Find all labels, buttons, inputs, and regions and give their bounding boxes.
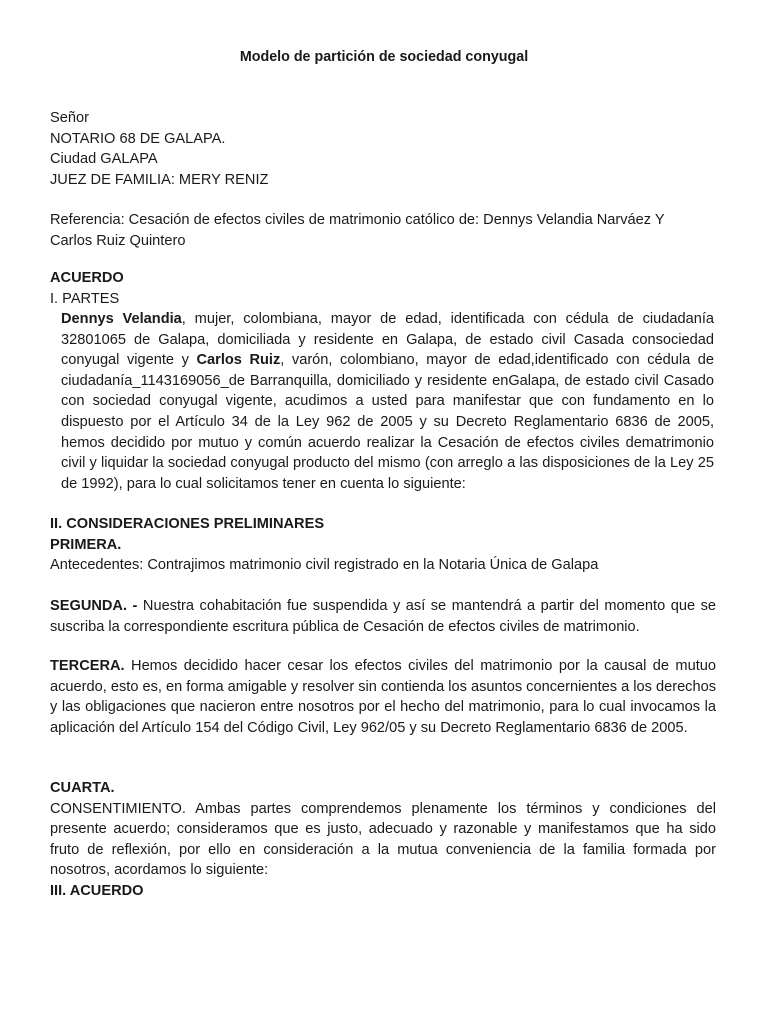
primera-text: Antecedentes: Contrajimos matrimonio civil registrado en la Notaria Única de Galapa [50,557,599,574]
cuarta-text: CONSENTIMIENTO. Ambas partes comprendemos plenamente los términos y condiciones del presente acuerdo; consideramos que es justo, adecuado y razonable y manifestamos que ha sido fruto de reflexión, por ello en consideración a la mutua conveniencia de la familia formada por nosotros, acordamos lo siguiente: [50,800,716,879]
tercera-heading: TERCERA. [50,658,125,674]
address-line-3: Ciudad GALAPA [50,151,158,168]
tercera-text: Hemos decidido hacer cesar los efectos civiles del matrimonio por la causal de mutuo acuerdo, esto es, en forma amigable y resolver sin contienda los asuntos concernientes a los derechos y las obligaciones que nacieron entre nosotros por el hecho del matrimonio, para lo cual invocamos la aplicación del Artículo 154 del Código Civil, Ley 962/05 y su Decreto Reglamentario 6836 de 2005. [50,658,717,736]
segunda-paragraph [50,596,716,637]
party-text-2: , varón, colombiano, mayor de edad,identificado con cédula de ciudadanía_1143169056_de Barranquilla, domiciliado y residente enGalapa, de estado civil Casado con sociedad conyugal vigente, acudimos a usted para manifestar que con fundamento en lo dispuesto por el Artículo 34 de la Ley 962 de 2005 y su Decreto Reglamentario 6836 de 2005, hemos decidido por mutuo y común acuerdo realizar la Cesación de efectos civiles dematrimonio civil y liquidar la sociedad conyugal producto del mismo (con arreglo a las disposiciones de la Ley 25 de 1992), para lo cual solicitamos tener en cuenta lo siguiente: [61,352,715,492]
party-name-2: Carlos Ruiz [196,352,281,369]
address-line-2: NOTARIO 68 DE GALAPA. [50,130,226,147]
segunda-heading: SEGUNDA. - [50,598,138,614]
acuerdo-block [50,268,716,309]
consideraciones-heading: II. CONSIDERACIONES PRELIMINARES [50,516,325,532]
tercera-paragraph [50,656,716,738]
cuarta-block [50,778,716,902]
acuerdo-heading: ACUERDO [50,270,124,286]
acuerdo-iii-heading: III. ACUERDO [50,882,144,899]
party-name-1: Dennys Velandia [61,311,182,327]
reference-paragraph: Referencia: Cesación de efectos civiles de matrimonio católico de: Dennys Velandia Narváez Y Carlos Ruiz Quintero [50,212,665,249]
address-line-4: JUEZ DE FAMILIA: MERY RENIZ [50,171,269,188]
document-title: Modelo de partición de sociedad conyugal [239,49,529,65]
primera-heading: PRIMERA. [50,536,122,553]
segunda-text: Nuestra cohabitación fue suspendida y así se mantendrá a partir del momento que se suscriba la correspondiente escritura pública de Cesación de efectos civiles de matrimonio. [50,598,716,635]
party-text-1: , mujer, colombiana, mayor de edad, identificada con cédula de ciudadanía 32801065 de Galapa, domiciliada y residente en Galapa, de estado civil Casada consociedad conyugal vigente y [61,311,714,369]
address-line-1: Señor [50,110,89,126]
consideraciones-block [50,514,716,576]
cuarta-heading: CUARTA. [50,780,115,796]
partes-paragraph [61,309,714,494]
partes-heading: I. PARTES [50,290,120,307]
address-block [50,108,716,190]
